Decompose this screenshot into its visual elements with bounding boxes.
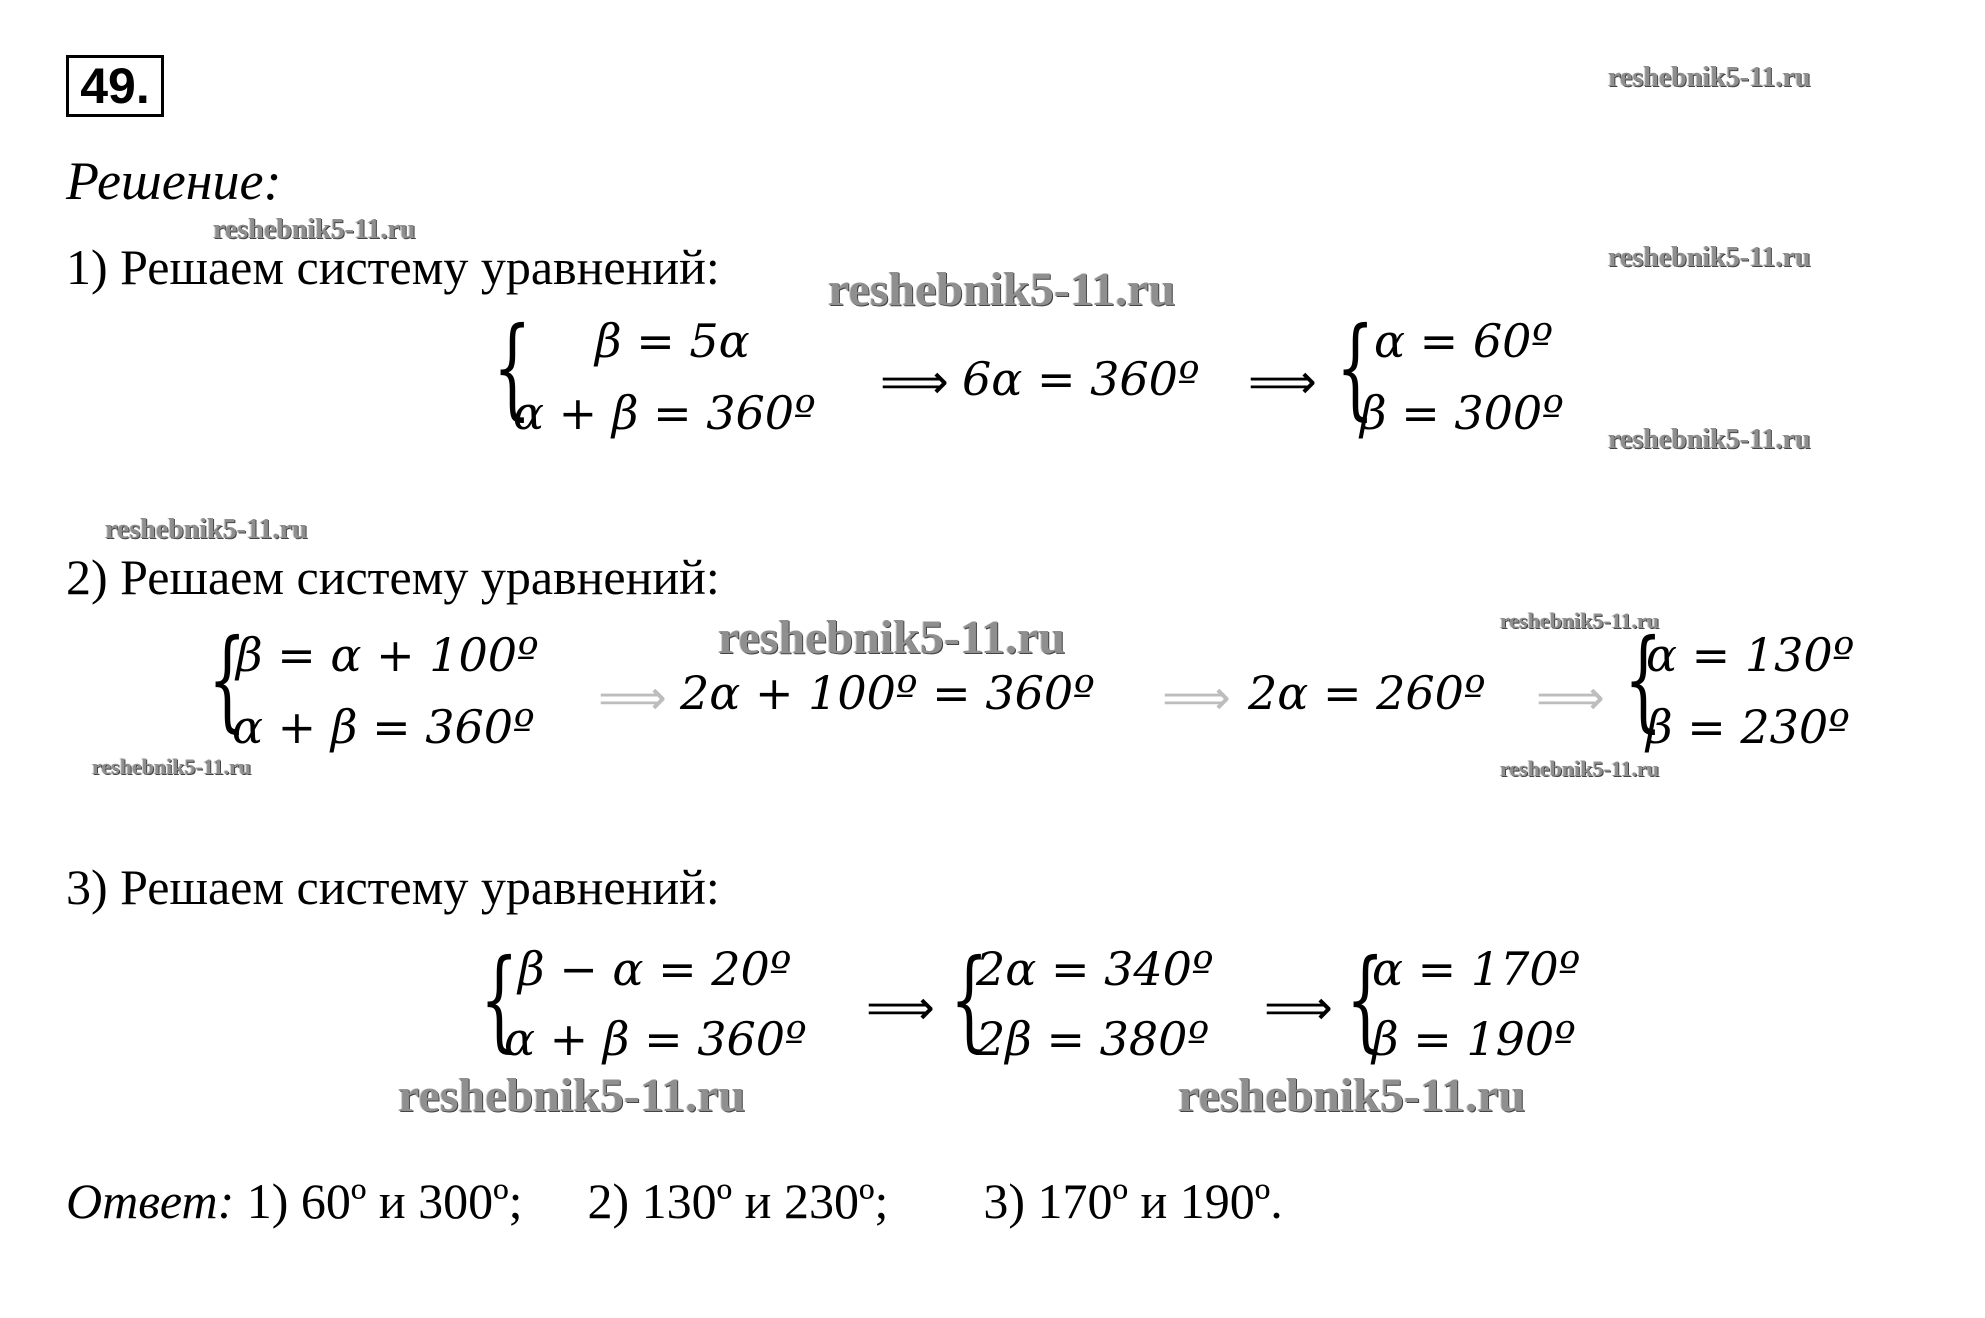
step-3-result-2: β = 190º — [1372, 1012, 1576, 1066]
answer-label: Ответ: — [66, 1173, 235, 1229]
watermark: reshebnik5-11.ru — [398, 1069, 746, 1122]
watermark: reshebnik5-11.ru — [1500, 608, 1660, 633]
step-1-eq-2: α + β = 360º — [513, 386, 816, 440]
watermark: reshebnik5-11.ru — [92, 754, 252, 779]
step-1-result-2: β = 300º — [1360, 386, 1564, 440]
system-brace: { — [1336, 303, 1375, 431]
implies-arrow: ⟹ — [1536, 670, 1605, 726]
watermark: reshebnik5-11.ru — [1500, 756, 1660, 781]
watermark: reshebnik5-11.ru — [1608, 424, 1811, 455]
step-2-middle-2: 2α = 260º — [1248, 666, 1486, 720]
system-brace: { — [1346, 935, 1385, 1063]
step-1-eq-1: β = 5α — [595, 314, 750, 368]
implies-arrow: ⟹ — [1264, 980, 1333, 1036]
step-3-mid-1: 2α = 340º — [976, 942, 1214, 996]
watermark: reshebnik5-11.ru — [1608, 242, 1811, 273]
watermark: reshebnik5-11.ru — [1178, 1069, 1526, 1122]
system-brace: { — [480, 935, 519, 1063]
problem-number: 49. — [66, 55, 164, 117]
step-2-result-1: α = 130º — [1646, 628, 1855, 682]
watermark: reshebnik5-11.ru — [1608, 62, 1811, 93]
step-3-eq-1: β − α = 20º — [518, 942, 792, 996]
answer-part-3: 3) 170º и 190º. — [983, 1173, 1283, 1229]
step-2-eq-2: α + β = 360º — [232, 700, 535, 754]
step-1-result-1: α = 60º — [1374, 314, 1554, 368]
watermark: reshebnik5-11.ru — [828, 263, 1176, 316]
solution-heading: Решение: — [66, 151, 282, 211]
implies-arrow: ⟹ — [1162, 670, 1231, 726]
step-3-label: 3) Решаем систему уравнений: — [66, 859, 720, 915]
implies-arrow: ⟹ — [1248, 354, 1317, 410]
step-2-middle-1: 2α + 100º = 360º — [680, 666, 1095, 720]
step-2-result-2: β = 230º — [1646, 700, 1850, 754]
watermark: reshebnik5-11.ru — [213, 214, 416, 245]
step-3-mid-2: 2β = 380º — [976, 1012, 1210, 1066]
step-3-result-1: α = 170º — [1372, 942, 1581, 996]
implies-arrow: ⟹ — [866, 980, 935, 1036]
system-brace: { — [208, 615, 247, 743]
system-brace: { — [493, 303, 532, 431]
implies-arrow: ⟹ — [598, 670, 667, 726]
watermark: reshebnik5-11.ru — [718, 611, 1066, 664]
implies-arrow: ⟹ — [880, 354, 949, 410]
step-1-middle: 6α = 360º — [962, 352, 1200, 406]
answer-part-1: 1) 60º и 300º; — [246, 1173, 523, 1229]
system-brace: { — [1624, 615, 1663, 743]
step-2-eq-1: β = α + 100º — [236, 628, 539, 682]
step-1-label: 1) Решаем систему уравнений: — [66, 239, 720, 295]
answer-part-2: 2) 130º и 230º; — [587, 1173, 889, 1229]
watermark: reshebnik5-11.ru — [105, 514, 308, 545]
step-2-label: 2) Решаем систему уравнений: — [66, 549, 720, 605]
system-brace: { — [950, 935, 989, 1063]
step-3-eq-2: α + β = 360º — [504, 1012, 807, 1066]
answer-line — [66, 1172, 1283, 1230]
